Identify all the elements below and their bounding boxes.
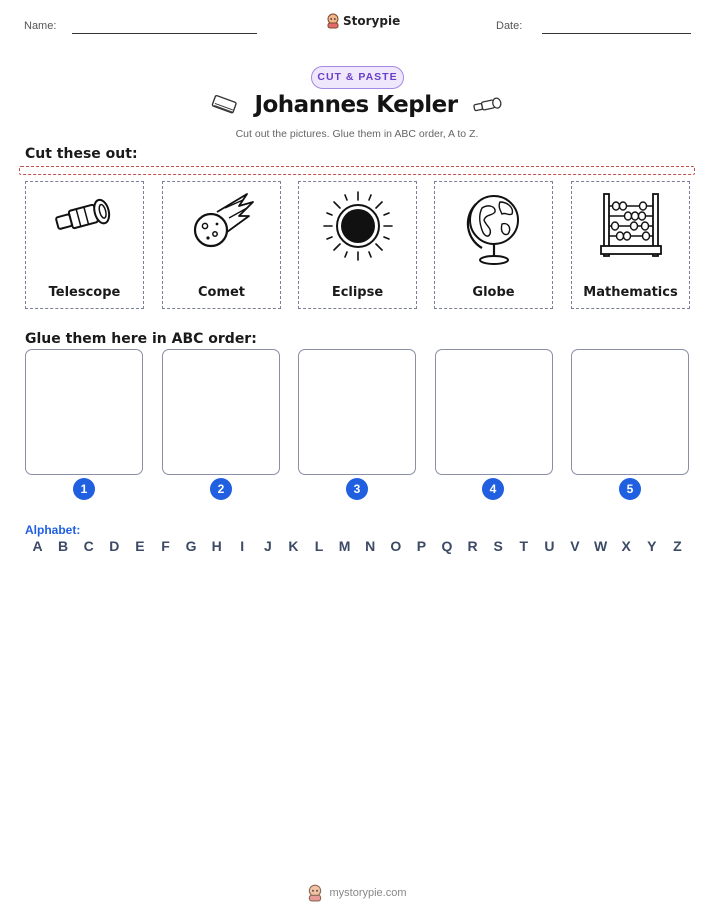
alphabet-letter: N xyxy=(365,538,376,554)
glue-box-2[interactable] xyxy=(162,349,280,475)
cut-card-telescope[interactable] xyxy=(25,181,144,309)
date-line xyxy=(542,33,691,34)
alphabet-letter: G xyxy=(185,538,197,554)
card-label: Telescope xyxy=(48,285,121,300)
alphabet-row xyxy=(25,538,690,554)
alphabet-letter: X xyxy=(621,538,631,554)
comet-icon xyxy=(187,190,257,252)
number-badge-1: 1 xyxy=(73,478,95,500)
alphabet-letter: Z xyxy=(673,538,682,554)
brand-name: Storypie xyxy=(343,14,401,28)
alphabet-letter: Q xyxy=(441,538,453,554)
book-icon xyxy=(210,94,240,116)
card-label: Comet xyxy=(197,285,246,300)
alphabet-letter: E xyxy=(135,538,145,554)
alphabet-letter: C xyxy=(83,538,94,554)
cut-card-eclipse[interactable] xyxy=(298,181,417,309)
number-badge-5: 5 xyxy=(619,478,641,500)
alphabet-letter: K xyxy=(288,538,299,554)
card-label: Eclipse xyxy=(331,285,384,300)
name-line xyxy=(72,33,257,34)
alphabet-letter: R xyxy=(467,538,478,554)
alphabet-letter: Y xyxy=(647,538,657,554)
number-badge-4: 4 xyxy=(482,478,504,500)
alphabet-letter: T xyxy=(519,538,529,554)
activity-badge: CUT & PASTE xyxy=(311,66,404,89)
number-badge-2: 2 xyxy=(210,478,232,500)
alphabet-letter: U xyxy=(544,538,555,554)
footer xyxy=(0,884,714,902)
alphabet-letter: B xyxy=(58,538,69,554)
telescope-icon xyxy=(50,190,120,240)
cut-section-label: Cut these out: xyxy=(25,146,138,162)
alphabet-letter: I xyxy=(240,538,245,554)
alphabet-letter: L xyxy=(314,538,324,554)
eclipse-icon xyxy=(322,190,394,262)
name-label: Name: xyxy=(24,20,57,32)
alphabet-label: Alphabet: xyxy=(25,523,81,537)
alphabet-letter: D xyxy=(109,538,120,554)
alphabet-letter: H xyxy=(211,538,222,554)
alphabet-letter: M xyxy=(338,538,351,554)
glue-box-1[interactable] xyxy=(25,349,143,475)
alphabet-letter: S xyxy=(493,538,503,554)
alphabet-letter: F xyxy=(161,538,170,554)
cut-card-comet[interactable] xyxy=(162,181,281,309)
card-label: Globe xyxy=(472,285,515,300)
instructions: Cut out the pictures. Glue them in ABC order, A to Z. xyxy=(235,128,479,140)
globe-icon xyxy=(462,190,526,268)
alphabet-letter: J xyxy=(263,538,272,554)
abacus-icon xyxy=(598,190,664,262)
brand-logo xyxy=(326,13,400,29)
date-label: Date: xyxy=(496,20,523,32)
alphabet-letter: O xyxy=(390,538,402,554)
storypie-mascot-icon xyxy=(326,13,340,29)
card-label: Mathematics xyxy=(583,285,678,300)
cut-card-mathematics[interactable] xyxy=(571,181,690,309)
glue-box-3[interactable] xyxy=(298,349,416,475)
telescope-icon xyxy=(472,96,504,114)
cut-card-globe[interactable] xyxy=(434,181,553,309)
alphabet-letter: P xyxy=(416,538,427,554)
glue-box-5[interactable] xyxy=(571,349,689,475)
cut-dashed-line xyxy=(19,166,695,175)
storypie-mascot-icon xyxy=(307,884,323,902)
page-title: Johannes Kepler xyxy=(254,92,458,118)
footer-url[interactable]: mystorypie.com xyxy=(329,887,407,899)
alphabet-letter: A xyxy=(32,538,43,554)
glue-box-4[interactable] xyxy=(435,349,553,475)
number-badge-3: 3 xyxy=(346,478,368,500)
glue-section-label: Glue them here in ABC order: xyxy=(25,331,257,347)
alphabet-letter: W xyxy=(593,538,608,554)
alphabet-letter: V xyxy=(570,538,580,554)
